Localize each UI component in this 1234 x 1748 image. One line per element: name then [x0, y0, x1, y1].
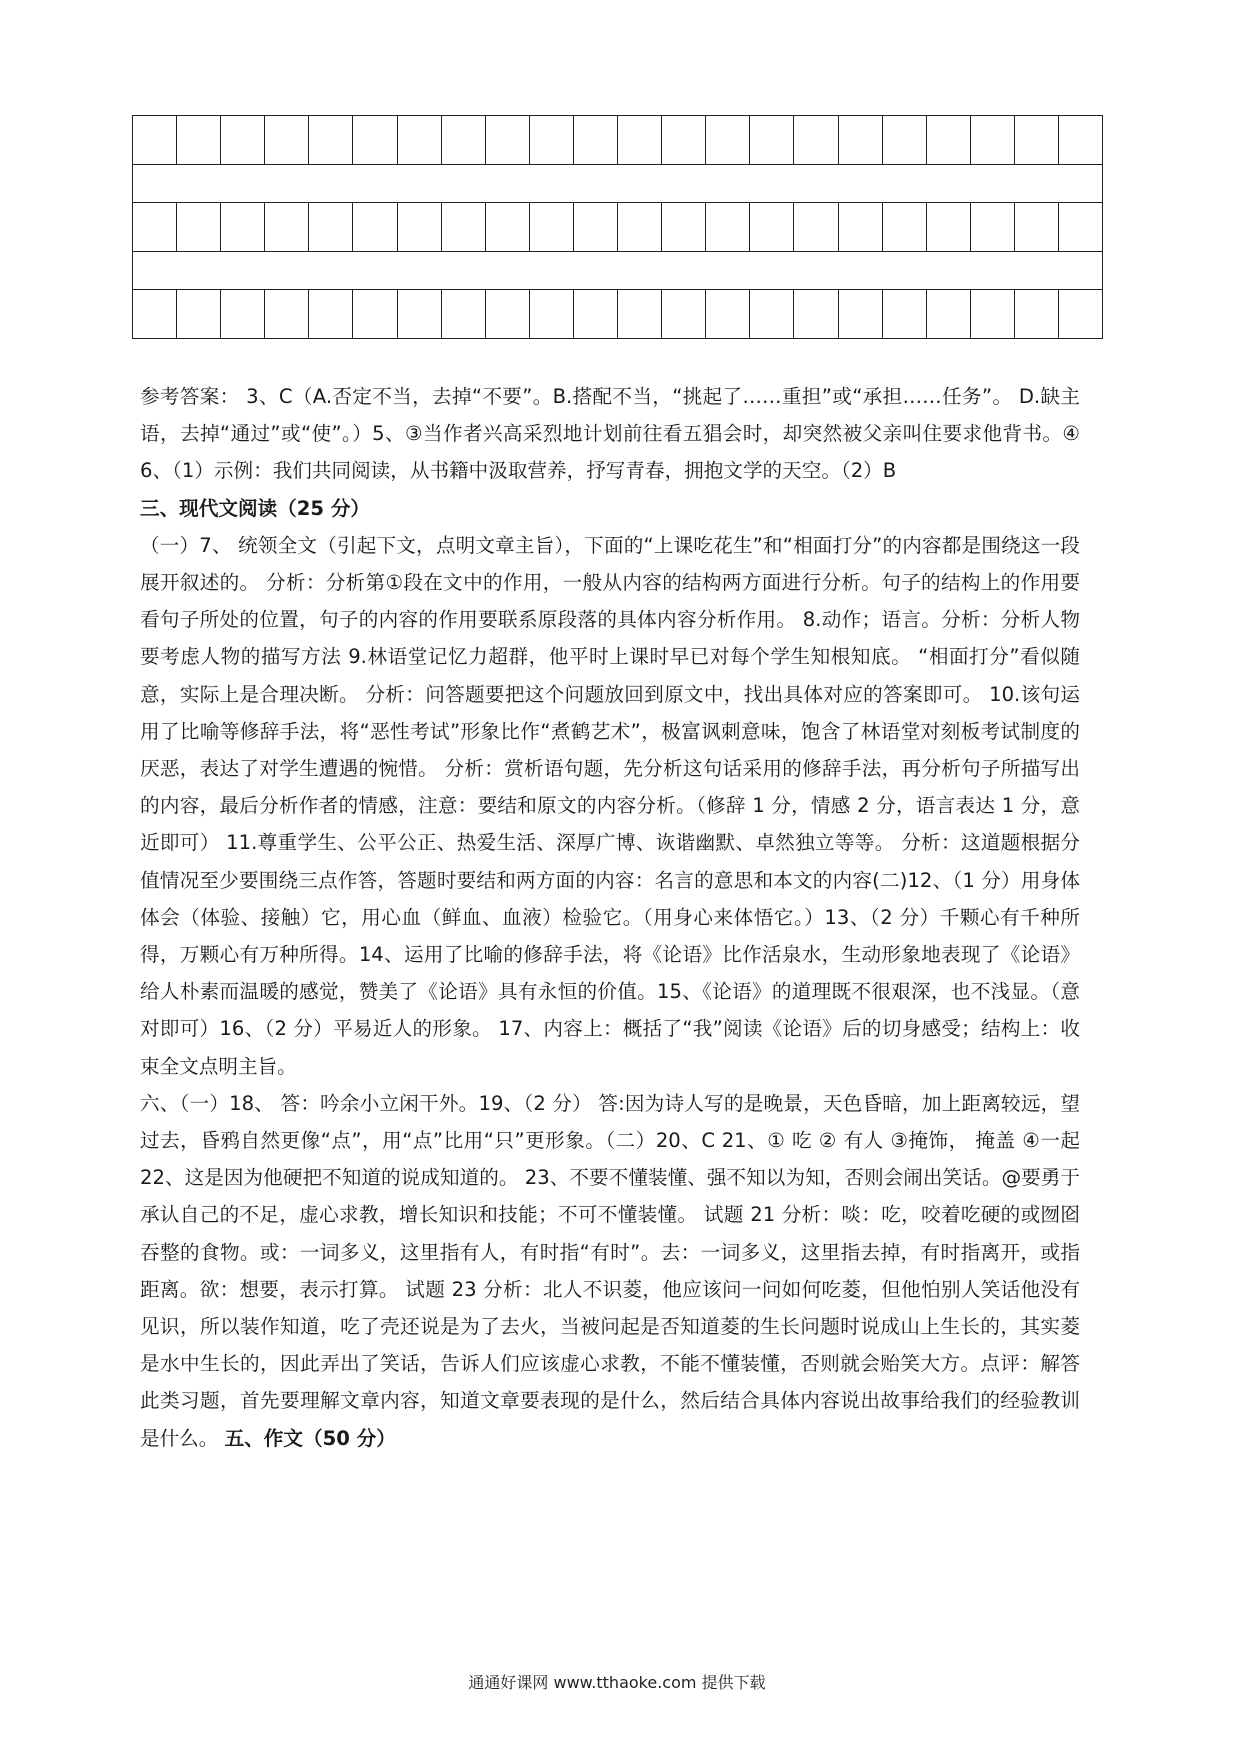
grid-cell: [530, 116, 574, 164]
grid-cell: [618, 290, 662, 338]
grid-cell: [1059, 203, 1102, 251]
grid-cell: [398, 290, 442, 338]
grid-cell: [398, 116, 442, 164]
grid-cell: [353, 116, 397, 164]
grid-spacer-2: [133, 251, 1102, 290]
grid-cell: [265, 203, 309, 251]
grid-cell: [662, 116, 706, 164]
grid-cell: [265, 116, 309, 164]
grid-cell: [442, 116, 486, 164]
grid-cell: [706, 203, 750, 251]
grid-cell: [927, 116, 971, 164]
grid-cell: [883, 203, 927, 251]
grid-cell: [883, 116, 927, 164]
grid-cell: [221, 290, 265, 338]
grid-cell: [1059, 116, 1102, 164]
grid-cell: [442, 290, 486, 338]
grid-cell: [530, 290, 574, 338]
grid-cell: [839, 116, 883, 164]
grid-cell: [177, 290, 221, 338]
grid-cell: [883, 290, 927, 338]
grid-cell: [353, 290, 397, 338]
answer-grid: [132, 115, 1103, 339]
grid-cell: [839, 290, 883, 338]
grid-row-3: [133, 290, 1102, 338]
grid-cell: [750, 116, 794, 164]
grid-cell: [971, 116, 1015, 164]
grid-cell: [1059, 290, 1102, 338]
grid-cell: [706, 116, 750, 164]
grid-cell: [309, 116, 353, 164]
grid-cell: [133, 116, 177, 164]
grid-spacer-1: [133, 164, 1102, 203]
grid-cell: [530, 203, 574, 251]
grid-cell: [794, 116, 838, 164]
grid-cell: [574, 290, 618, 338]
section-6-answers: [140, 1085, 1080, 1457]
grid-cell: [442, 203, 486, 251]
section-5-title: 五、作文（50 分）: [224, 1426, 396, 1450]
grid-cell: [839, 203, 883, 251]
grid-cell: [486, 203, 530, 251]
grid-cell: [618, 203, 662, 251]
grid-cell: [662, 203, 706, 251]
grid-cell: [971, 290, 1015, 338]
grid-cell: [133, 203, 177, 251]
grid-cell: [1015, 116, 1059, 164]
grid-cell: [353, 203, 397, 251]
grid-row-1: [133, 116, 1102, 164]
section-3-answers: （一）7、 统领全文（引起下文，点明文章主旨），下面的“上课吃花生”和“相面打分”的内容都是围绕这一段展开叙述的。 分析：分析第①段在文中的作用，一般从内容的结构两方面进行分析。句子的结构上的作用要看句子所处的位置，句子的内容的作用要联系原段落的具体内容分析作用。 8.动作；语言。分析：分析人物要考虑人物的描写方法 9.林语堂记忆力超群，他平时上课时早已对每个学生知根知底。 “相面打分”看似随意，实际上是合理决断。 分析：问答题要把这个问题放回到原文中，找出具体对应的答案即可。 10.该句运用了比喻等修辞手法，将“恶性考试”形象比作“煮鹤艺术”，极富讽刺意味，饱含了林语堂对刻板考试制度的厌恶，表达了对学生遭遇的惋惜。 分析：赏析语句题，先分析这句话采用的修辞手法，再分析句子所描写出的内容，最后分析作者的情感，注意：要结和原文的内容分析。（修辞 1 分，情感 2 分，语言表达 1 分，意近即可） 11.尊重学生、公平公正、热爱生活、深厚广博、诙谐幽默、卓然独立等等。 分析：这道题根据分值情况至少要围绕三点作答，答题时要结和两方面的内容：名言的意思和本文的内容(二)12、（1 分）用身体体会（体验、接触）它，用心血（鲜血、血液）检验它。（用身心来体悟它。）13、（2 分）千颗心有千种所得，万颗心有万种所得。14、运用了比喻的修辞手法，将《论语》比作活泉水，生动形象地表现了《论语》给人朴素而温暖的感觉，赞美了《论语》具有永恒的价值。15、《论语》的道理既不很艰深，也不浅显。（意对即可）16、（2 分）平易近人的形象。 17、内容上：概括了“我”阅读《论语》后的切身感受；结构上：收束全文点明主旨。: [140, 533, 1080, 1078]
grid-cell: [1015, 290, 1059, 338]
grid-cell: [1015, 203, 1059, 251]
grid-cell: [618, 116, 662, 164]
grid-cell: [706, 290, 750, 338]
grid-cell: [265, 290, 309, 338]
grid-cell: [927, 203, 971, 251]
grid-cell: [309, 290, 353, 338]
section-6-text: 六、（一）18、 答：吟余小立闲干外。19、（2 分） 答:因为诗人写的是晚景，天色昏暗，加上距离较远，望过去，昏鸦自然更像“点”，用“点”比用“只”更形象。（二）20、C 21、① 吃 ② 有人 ③掩饰， 掩盖 ④一起 22、这是因为他硬把不知道的说成知道的。 23、不要不懂装懂、强不知以为知，否则会闹出笑话。@要勇于承认自己的不足，虚心求教，增长知识和技能；不可不懂装懂。 试题 21 分析：啖：吃，咬着吃硬的或囫囵吞整的食物。或：一词多义，这里指有人，有时指“有时”。去：一词多义，这里指去掉，有时指离开，或指距离。欲：想要，表示打算。 试题 23 分析：北人不识菱，他应该问一问如何吃菱，但他怕别人笑话他没有见识，所以装作知道，吃了壳还说是为了去火，当被问起是否知道菱的生长问题时说成山上生长的，其实菱是水中生长的，因此弄出了笑话，告诉人们应该虚心求教，不能不懂装懂，否则就会贻笑大方。点评：解答此类习题，首先要理解文章内容，知道文章要表现的是什么，然后结合具体内容说出故事给我们的经验教训是什么。: [140, 1091, 1080, 1450]
grid-cell: [221, 203, 265, 251]
grid-cell: [221, 116, 265, 164]
grid-cell: [398, 203, 442, 251]
reference-answers: 参考答案： 3、C（A.否定不当，去掉“不要”。B.搭配不当，“挑起了……重担”或“承担……任务”。 D.缺主语，去掉“通过”或“使”。）5、③当作者兴高采烈地计划前往看五猖会时，却突然被父亲叫住要求他背书。④ 6、（1）示例：我们共同阅读，从书籍中汲取营养，抒写青春，拥抱文学的天空。（2）B: [140, 385, 1080, 483]
grid-cell: [309, 203, 353, 251]
page-footer: 通通好课网 www.tthaoke.com 提供下载: [468, 1673, 766, 1692]
grid-cell: [486, 116, 530, 164]
grid-cell: [574, 116, 618, 164]
grid-cell: [794, 290, 838, 338]
grid-cell: [971, 203, 1015, 251]
grid-cell: [750, 203, 794, 251]
section-3-title: 三、现代文阅读（25 分）: [140, 496, 371, 520]
grid-cell: [927, 290, 971, 338]
grid-cell: [177, 203, 221, 251]
grid-cell: [574, 203, 618, 251]
grid-row-2: [133, 203, 1102, 251]
grid-cell: [662, 290, 706, 338]
grid-cell: [794, 203, 838, 251]
grid-cell: [486, 290, 530, 338]
grid-cell: [133, 290, 177, 338]
grid-cell: [177, 116, 221, 164]
grid-cell: [750, 290, 794, 338]
answer-content: [140, 378, 1080, 1457]
